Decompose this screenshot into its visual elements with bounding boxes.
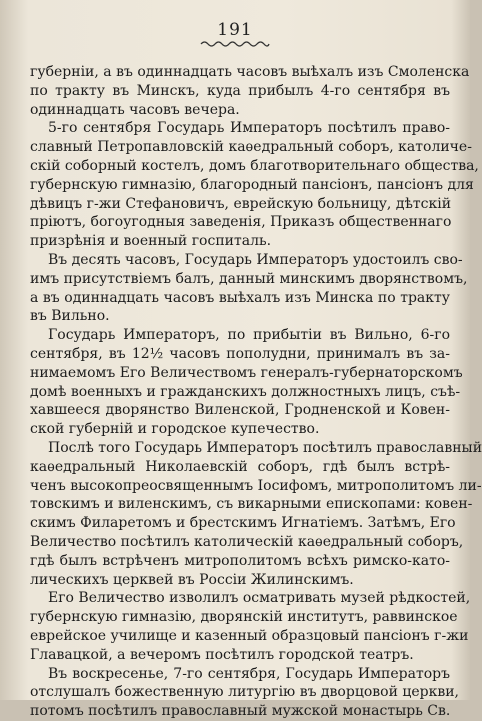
text-line: товскимъ и виленскимъ, съ викарными епископами: ковен-: [30, 496, 473, 513]
paragraph: [30, 119, 479, 251]
text-line: Государь Императоръ, по прибытіи въ Вильно, 6-го: [48, 327, 450, 344]
paragraph: [30, 665, 460, 721]
paragraph: [30, 251, 468, 326]
text-line: а въ одиннадцать часовъ выѣхалъ изъ Минска по тракту: [30, 289, 450, 306]
text-line: Главацкой, а вечеромъ посѣтилъ городской театръ.: [30, 646, 414, 663]
text-line: скій соборный костелъ, домъ благотворительнаго общества,: [30, 157, 479, 174]
text-line: отслушалъ божественную литургію въ дворцовой церкви,: [30, 684, 460, 701]
text-line: Въ воскресенье, 7-го сентября, Государь Императоръ: [48, 665, 450, 682]
text-line: Въ десять часовъ, Государь Императоръ удостоилъ сво-: [48, 251, 463, 268]
text-line: губерніи, а въ одиннадцать часовъ выѣхалъ изъ Смоленска: [30, 64, 470, 80]
page-header: [0, 20, 470, 48]
text-line: губернскую гимназію, благородный пансіонъ, пансіонъ для: [30, 176, 474, 193]
page-number: 191: [217, 20, 253, 40]
text-line: сентября, въ 12½ часовъ пополудни, принималъ въ за-: [30, 345, 450, 362]
text-line: славный Петропавловскій каѳедральный соборъ, католиче-: [30, 139, 472, 156]
text-line: каѳедральный Николаевскій соборъ, гдѣ былъ встрѣ-: [30, 458, 450, 475]
text-line: призрѣнія и военный госпиталь.: [30, 233, 272, 250]
text-line: 5-го сентября Государь Императоръ посѣтилъ право-: [48, 120, 450, 137]
paragraph: [30, 326, 463, 439]
text-line: гдѣ былъ встрѣченъ митрополитомъ всѣхъ римско-като-: [30, 552, 450, 569]
text-line: хавшееся дворянство Виленской, Гродненской и Ковен-: [30, 402, 450, 419]
text-line: домѣ военныхъ и гражданскихъ должностныхъ лицъ, съѣ-: [30, 383, 461, 400]
text-line: Величество посѣтилъ католическій каѳедральный соборъ,: [30, 533, 464, 550]
text-line: еврейское училище и казенный образцовый пансіонъ г-жи: [30, 627, 469, 644]
body-text: [30, 63, 482, 721]
text-line: въ Вильно.: [30, 308, 110, 325]
text-line: дѣвицъ г-жи Стефановичъ, еврейскую больницу, дѣтскій: [30, 195, 452, 212]
paragraph: [30, 589, 471, 664]
text-line: Его Величество изволилъ осматривать музей рѣдкостей,: [48, 590, 471, 607]
paragraph: [30, 63, 470, 119]
text-line: по тракту въ Минскъ, куда прибылъ 4-го сентября въ: [30, 82, 450, 99]
paragraph: [30, 439, 482, 589]
text-line: ской губерній и городское купечество.: [30, 421, 320, 438]
text-line: потомъ посѣтилъ православный мужской монастырь Св.: [30, 703, 451, 720]
text-line: одиннадцать часовъ вечера.: [30, 101, 240, 118]
text-line: пріютъ, богоугодныя заведенія, Приказъ общественнаго: [30, 214, 452, 231]
text-line: лическихъ церквей въ Россіи Жилинскимъ.: [30, 571, 354, 588]
text-line: имъ присутствіемъ балъ, данный минскимъ дворянствомъ,: [30, 270, 468, 287]
text-line: Послѣ того Государь Императоръ посѣтилъ православный: [48, 439, 482, 456]
text-line: скимъ Филаретомъ и брестскимъ Игнатіемъ. Затѣмъ, Его: [30, 515, 456, 532]
text-line: ченъ высокопреосвященнымъ Іосифомъ, митрополитомъ ли-: [30, 477, 482, 494]
text-line: губернскую гимназію, дворянскій институтъ, раввинское: [30, 609, 458, 626]
wavy-rule-ornament: [200, 40, 270, 48]
text-line: нимаемомъ Его Величествомъ генералъ-губернаторскомъ: [30, 364, 463, 381]
